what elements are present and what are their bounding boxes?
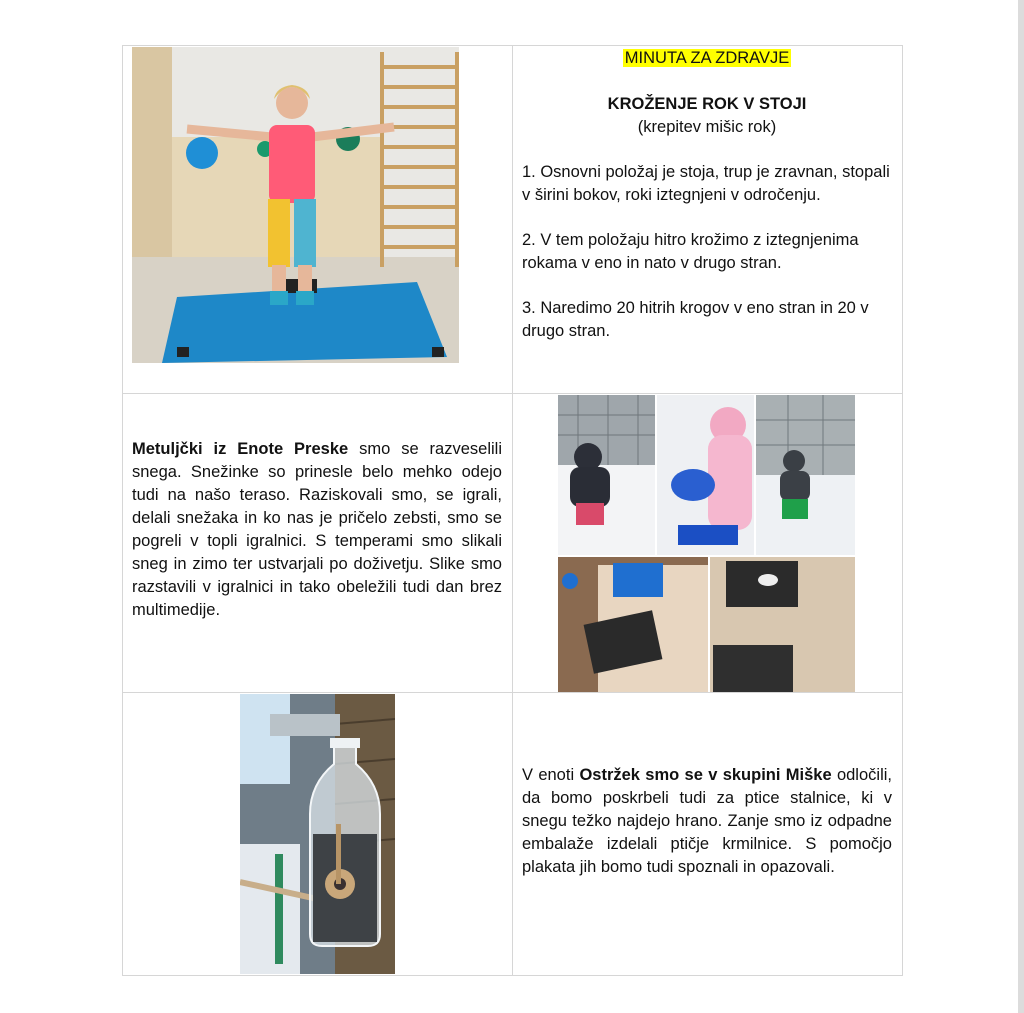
preske-paragraph bbox=[123, 438, 512, 622]
ostrzek-paragraph bbox=[513, 764, 902, 879]
page-edge bbox=[1018, 0, 1024, 1013]
ostrzek-bold-lead: Ostržek smo se v skupini Miške bbox=[579, 766, 832, 784]
ostrzek-prefix: V enoti bbox=[522, 766, 580, 784]
exercise-photo bbox=[132, 47, 459, 363]
exercise-heading: KROŽENJE ROK V STOJI bbox=[607, 95, 807, 113]
exercise-text-cell bbox=[513, 46, 903, 394]
birdfeeder-photo bbox=[240, 694, 395, 974]
snow-collage-photo bbox=[558, 395, 855, 692]
ostrzek-text-cell bbox=[513, 693, 903, 976]
exercise-step-1: 1. Osnovni položaj je stoja, trup je zravnan, stopali v širini bokov, roki iztegnjeni v odročenju. bbox=[522, 163, 890, 204]
exercise-step-3: 3. Naredimo 20 hitrih krogov v eno stran in 20 v drugo stran. bbox=[522, 299, 869, 340]
ostrzek-text: odločili, da bomo poskrbeli tudi za ptice stalnice, ki v snegu težko najdejo hrano. Zanje smo iz odpadne embalaže izdelali ptičje krmilnice. S pomočjo plakata jih bomo tudi spoznali in opazovali. bbox=[522, 766, 892, 876]
preske-bold-lead: Metuljčki iz Enote Preske bbox=[132, 440, 349, 458]
preske-text-cell bbox=[123, 394, 513, 693]
exercise-step-2: 2. V tem položaju hitro krožimo z iztegnjenima rokama v eno in nato v drugo stran. bbox=[522, 231, 859, 272]
exercise-subheading: (krepitev mišic rok) bbox=[637, 118, 777, 136]
preske-text: smo se razveselili snega. Snežinke so prinesle belo mehko odejo tudi na našo teraso. Raziskovali smo, se igrali, delali snežaka in ko nas je pričelo zebsti, smo se pogreli v topli igralnici. S temperami smo slikali sneg in zimo ter ustvarjali po doživetju. Slike smo razstavili v igralnici in tako obeležili tudi dan brez multimedije. bbox=[132, 440, 502, 619]
exercise-title: MINUTA ZA ZDRAVJE bbox=[624, 49, 790, 67]
